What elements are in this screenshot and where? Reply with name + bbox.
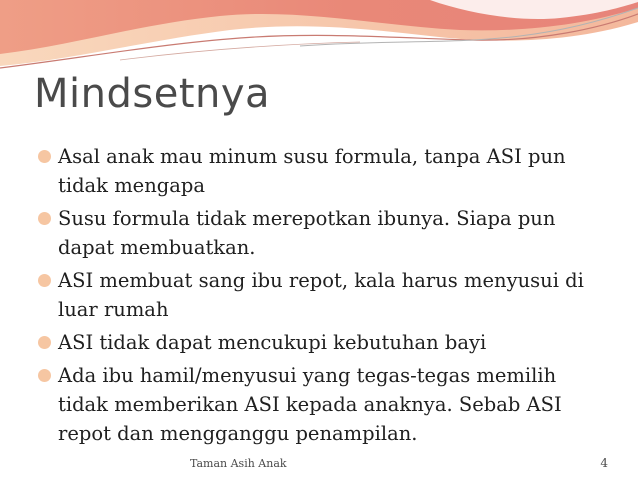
bullet-item (38, 328, 598, 357)
header-wave-banner (0, 0, 638, 80)
bullet-dot-icon (38, 150, 51, 163)
bullet-dot-icon (38, 212, 51, 225)
bullet-text: ASI tidak dapat mencukupi kebutuhan bayi (58, 331, 487, 354)
footer-text: Taman Asih Anak (190, 457, 287, 470)
page-number: 4 (600, 456, 608, 470)
slide-title: Mindsetnya (34, 71, 271, 117)
bullet-text: Ada ibu hamil/menyusui yang tegas-tegas memilih tidak memberikan ASI kepada anaknya. Sebab ASI repot dan mengganggu penampilan. (58, 364, 562, 445)
bullet-item (38, 361, 598, 448)
bullet-text: ASI membuat sang ibu repot, kala harus menyusui di luar rumah (58, 269, 584, 321)
bullet-item (38, 266, 598, 324)
bullet-dot-icon (38, 369, 51, 382)
bullet-text: Asal anak mau minum susu formula, tanpa ASI pun tidak mengapa (58, 145, 566, 197)
bullet-item (38, 204, 598, 262)
bullet-dot-icon (38, 336, 51, 349)
bullet-dot-icon (38, 274, 51, 287)
bullet-list (38, 142, 598, 452)
bullet-text: Susu formula tidak merepotkan ibunya. Siapa pun dapat membuatkan. (58, 207, 556, 259)
bullet-item (38, 142, 598, 200)
